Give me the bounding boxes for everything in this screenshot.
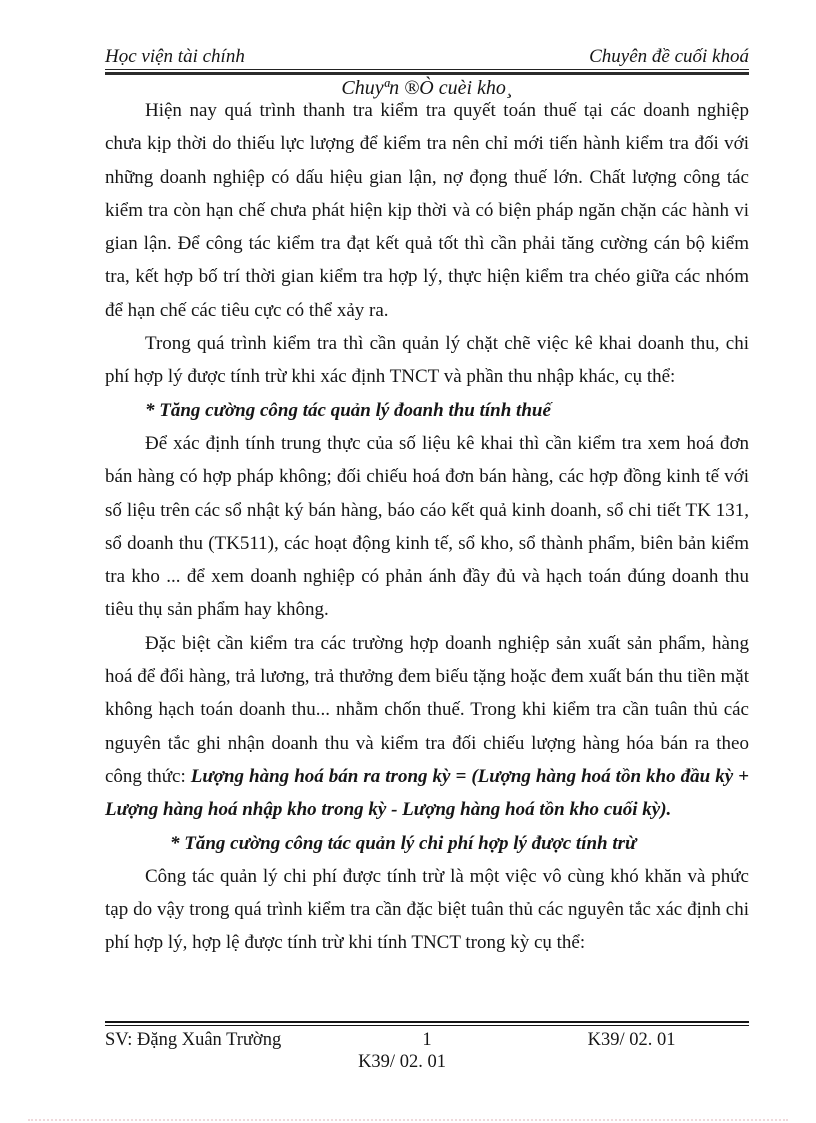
footer-divider-rule-thin — [105, 1025, 749, 1026]
body-paragraph — [105, 627, 749, 827]
footer-student-name: SV: Đặng Xuân Trường — [105, 1030, 282, 1050]
header-divider-rule — [105, 72, 749, 75]
footer-class-code: K39/ 02. 01 — [587, 1030, 676, 1050]
footer-row — [105, 1029, 749, 1051]
inventory-formula: Lượng hàng hoá bán ra trong kỳ = (Lượng hàng hoá tồn kho đầu kỳ + Lượng hàng hoá nhập kho trong kỳ - Lượng hàng hoá tồn kho cuối kỳ). — [105, 765, 749, 821]
header-left-title: Học viện tài chính — [105, 46, 245, 67]
header-title-row — [105, 46, 749, 70]
header-subtitle-garbled: Chuyªn ®Ò cuèi kho¸ — [341, 77, 513, 99]
body-paragraph: Công tác quản lý chi phí được tính trừ là một việc vô cùng khó khăn và phức tạp do vậy trong quá trình kiểm tra cần đặc biệt tuân thủ các nguyên tắc xác định chi phí hợp lý, hợp lệ được tính trừ khi tính TNCT trong kỳ cụ thể: — [105, 865, 749, 954]
header-right-title: Chuyên đề cuối khoá — [589, 46, 749, 67]
section-heading-expense: * Tăng cường công tác quản lý chi phí hợp lý được tính trừ — [170, 832, 637, 854]
body-paragraph: Để xác định tính trung thực của số liệu kê khai thì cần kiểm tra xem hoá đơn bán hàng có hợp pháp không; đối chiếu hoá đơn bán hàng, các hợp đồng kinh tế với số liệu trên các sổ nhật ký bán hàng, báo cáo kết quả kinh doanh, sổ chi tiết TK 131, sổ doanh thu (TK511), các hoạt động kinh tế, sổ kho, sổ thành phẩm, biên bản kiểm tra kho ... để xem doanh nghiệp có phản ánh đầy đủ và hạch toán đúng doanh thu tiêu thụ sản phẩm hay không. — [105, 432, 749, 621]
body-paragraph: Hiện nay quá trình thanh tra kiểm tra quyết toán thuế tại các doanh nghiệp chưa kịp thời do thiếu lực lượng để kiểm tra nên chỉ mới tiến hành kiểm tra đối với những doanh nghiệp có dấu hiệu gian lận, nợ đọng thuế lớn. Chất lượng công tác kiểm tra còn hạn chế chưa phát hiện kịp thời và có biện pháp ngăn chặn các hành vi gian lận. Để công tác kiểm tra đạt kết quả tốt thì cần phải tăng cường cán bộ kiểm tra, kết hợp bố trí thời gian kiểm tra hợp lý, thực hiện kiểm tra chéo giữa các nhóm để hạn chế các tiêu cực có thể xảy ra. — [105, 100, 749, 321]
page-footer — [105, 1021, 749, 1074]
footer-class-code-second-line: K39/ 02. 01 — [358, 1052, 446, 1072]
footer-page-number: 1 — [422, 1030, 432, 1050]
page-edge-dotted-line — [28, 1119, 788, 1121]
footer-divider-rule — [105, 1021, 749, 1023]
page-header — [105, 46, 749, 100]
paragraph-text: Đặc biệt cần kiểm tra các trường hợp doanh nghiệp sản xuất sản phẩm, hàng hoá để đổi hàng, trả lương, trả thưởng đem biếu tặng hoặc đem xuất bán thu tiền mặt không hạch toán doanh thu... nhằm chốn thuế. Trong khi kiểm tra cần tuân thủ các nguyên tắc ghi nhận doanh thu và kiểm tra đối chiếu lượng hàng hóa bán ra theo công thức: — [105, 632, 749, 787]
section-heading-revenue: * Tăng cường công tác quản lý đoanh thu tính thuế — [145, 399, 551, 421]
body-paragraph: Trong quá trình kiểm tra thì cần quản lý chặt chẽ việc kê khai doanh thu, chi phí hợp lý được tính trừ khi xác định TNCT và phần thu nhập khác, cụ thể: — [105, 333, 749, 388]
document-body — [105, 94, 749, 960]
